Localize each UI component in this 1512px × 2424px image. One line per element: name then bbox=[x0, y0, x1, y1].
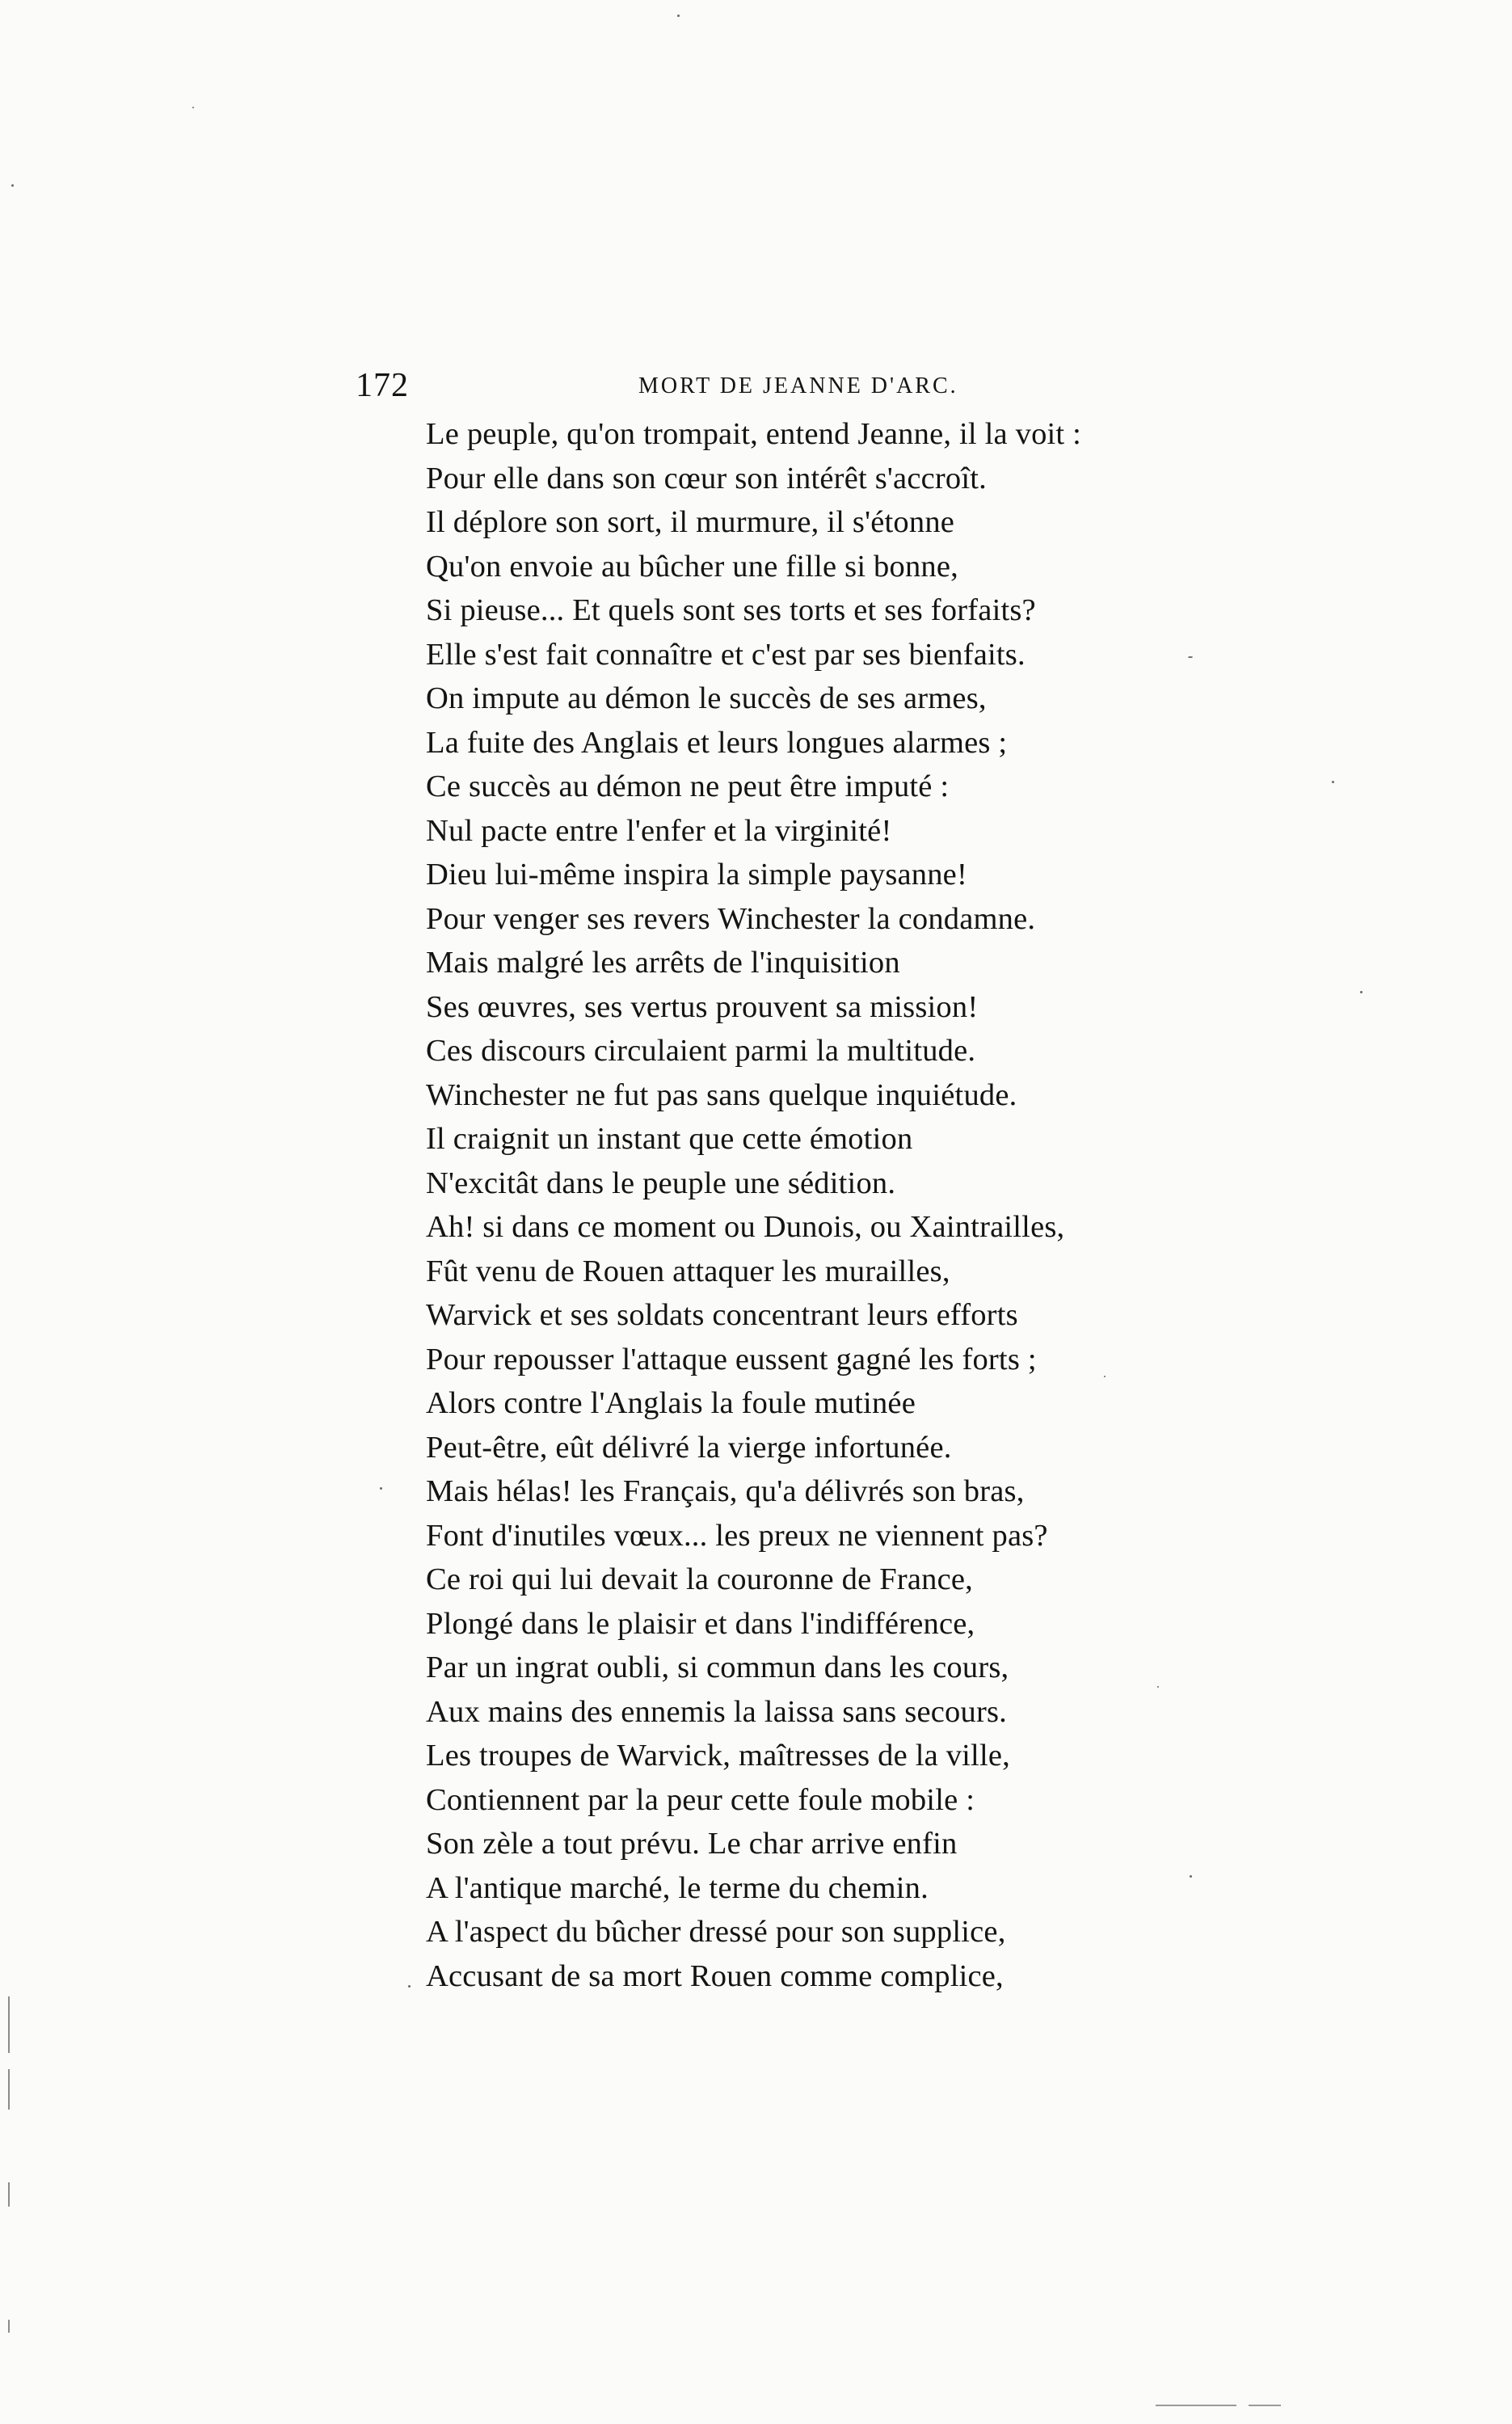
verse-line: Accusant de sa mort Rouen comme complice, bbox=[426, 1958, 1004, 1993]
left-edge-mark bbox=[8, 2069, 10, 2110]
verse-line: Dieu lui-même inspira la simple paysanne! bbox=[426, 858, 967, 892]
bottom-edge-mark bbox=[1156, 2405, 1236, 2406]
verse-line: Fût venu de Rouen attaquer les murailles, bbox=[426, 1254, 950, 1288]
verse-line: Font d'inutiles vœux... les preux ne viennent pas? bbox=[426, 1518, 1048, 1553]
verse-line: Mais hélas! les Français, qu'a délivrés son bras, bbox=[426, 1474, 1025, 1508]
verse-line: Ses œuvres, ses vertus prouvent sa mission! bbox=[426, 989, 979, 1024]
left-edge-mark bbox=[8, 2320, 10, 2333]
verse-line: Les troupes de Warvick, maîtresses de la ville, bbox=[426, 1739, 1010, 1773]
verse-line: Pour elle dans son cœur son intérêt s'accroît. bbox=[426, 461, 987, 495]
verse-line: Pour repousser l'attaque eussent gagné les forts ; bbox=[426, 1342, 1037, 1376]
verse-line: Il craignit un instant que cette émotion bbox=[426, 1122, 913, 1156]
verse-line: A l'aspect du bûcher dressé pour son supplice, bbox=[426, 1915, 1006, 1949]
verse-line: Il déplore son sort, il murmure, il s'étonne bbox=[426, 505, 955, 539]
verse-line: Winchester ne fut pas sans quelque inquiétude. bbox=[426, 1077, 1017, 1112]
poem-text bbox=[426, 412, 1234, 1998]
verse-line: Ah! si dans ce moment ou Dunois, ou Xaintrailles, bbox=[426, 1210, 1065, 1244]
verse-line: Son zèle a tout prévu. Le char arrive enfin bbox=[426, 1827, 958, 1861]
verse-line: Nul pacte entre l'enfer et la virginité! bbox=[426, 813, 892, 848]
verse-line: On impute au démon le succès de ses armes, bbox=[426, 681, 987, 715]
left-edge-mark bbox=[8, 2182, 10, 2207]
verse-line: Elle s'est fait connaître et c'est par ses bienfaits. bbox=[426, 637, 1026, 672]
running-title: MORT DE JEANNE D'ARC. bbox=[638, 373, 958, 398]
verse-line: Par un ingrat oubli, si commun dans les cours, bbox=[426, 1650, 1009, 1684]
page-number: 172 bbox=[356, 367, 409, 404]
left-edge-mark bbox=[8, 1996, 10, 2053]
verse-line: Peut-être, eût délivré la vierge infortunée. bbox=[426, 1430, 952, 1465]
verse-line: Plongé dans le plaisir et dans l'indifférence, bbox=[426, 1606, 975, 1641]
verse-line: Si pieuse... Et quels sont ses torts et ses forfaits? bbox=[426, 593, 1036, 627]
bottom-edge-mark bbox=[1249, 2405, 1281, 2406]
verse-line: Qu'on envoie au bûcher une fille si bonne, bbox=[426, 549, 958, 584]
verse-line: N'excitât dans le peuple une sédition. bbox=[426, 1166, 896, 1200]
verse-line: Contiennent par la peur cette foule mobile : bbox=[426, 1782, 975, 1817]
verse-line: Pour venger ses revers Winchester la condamne. bbox=[426, 901, 1036, 936]
verse-line: Ce roi qui lui devait la couronne de France, bbox=[426, 1562, 973, 1596]
verse-line: Mais malgré les arrêts de l'inquisition bbox=[426, 946, 900, 980]
verse-line: A l'antique marché, le terme du chemin. bbox=[426, 1870, 929, 1905]
verse-line: Ce succès au démon ne peut être imputé : bbox=[426, 769, 950, 803]
verse-line: Alors contre l'Anglais la foule mutinée bbox=[426, 1386, 916, 1420]
verse-line: La fuite des Anglais et leurs longues alarmes ; bbox=[426, 725, 1008, 760]
verse-line: Ces discours circulaient parmi la multitude. bbox=[426, 1034, 976, 1068]
verse-line: Aux mains des ennemis la laissa sans secours. bbox=[426, 1694, 1007, 1729]
verse-line: Le peuple, qu'on trompait, entend Jeanne, il la voit : bbox=[426, 417, 1082, 451]
running-head bbox=[356, 365, 1164, 406]
verse-line: Warvick et ses soldats concentrant leurs efforts bbox=[426, 1298, 1018, 1332]
